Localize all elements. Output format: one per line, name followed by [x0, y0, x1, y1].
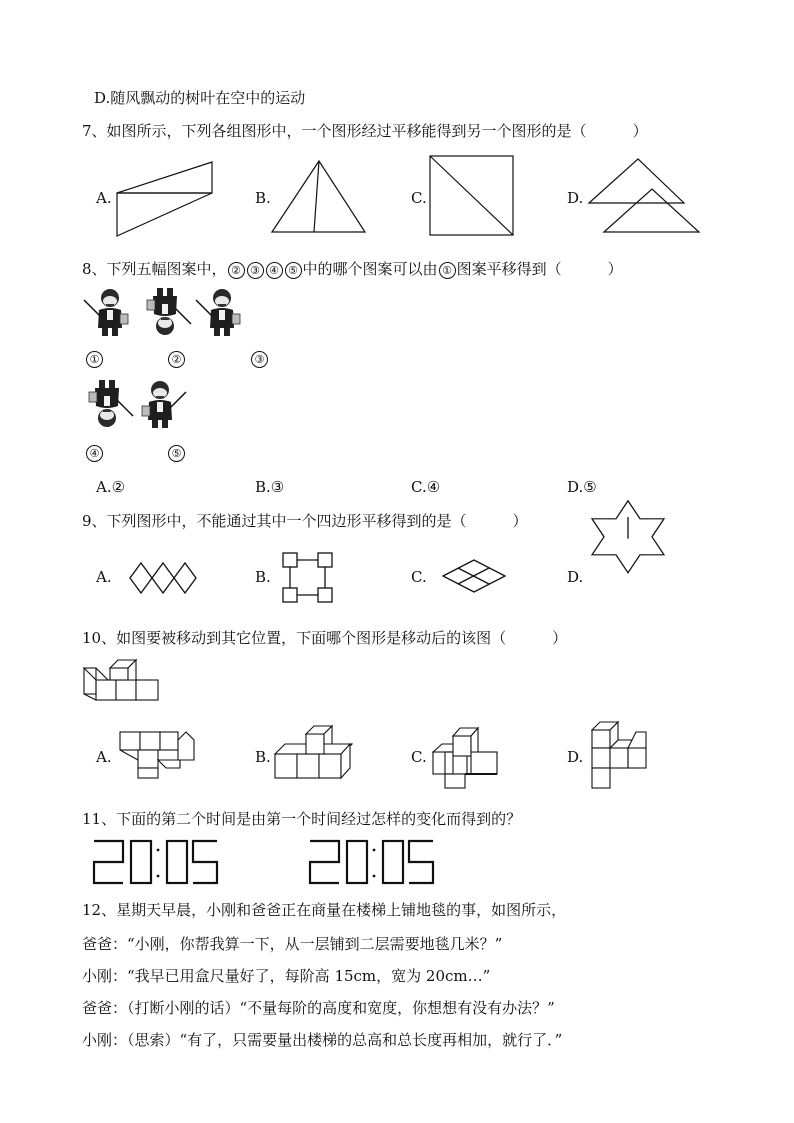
q9-option-c-label: C.	[411, 568, 427, 586]
q8-figure-label-5: ⑤	[168, 445, 185, 462]
q8-option-c[interactable]: C.④	[411, 478, 441, 496]
q10-option-b-label: B.	[255, 748, 271, 766]
q12-stem: 12、星期天早晨，小刚和爸爸正在商量在楼梯上铺地毯的事，如图所示，	[82, 901, 567, 919]
q9-paren-close: ）	[512, 512, 528, 530]
q8-option-b[interactable]: B.③	[255, 478, 285, 496]
q7-paren-close: ）	[632, 122, 648, 140]
q12-dialog-line-2: 小刚：“我早已用盒尺量好了，每阶高 15cm，宽为 20cm…”	[82, 967, 491, 985]
q8-option-a[interactable]: A.②	[96, 478, 126, 496]
q8-circled-4: ④	[266, 262, 283, 279]
q7-option-b-label: B.	[255, 189, 271, 207]
q8-stem-prefix: 8、下列五幅图案中，	[82, 260, 227, 278]
q11-clock-2	[310, 841, 433, 883]
q8-figure-label-3: ③	[251, 351, 268, 368]
q8-stem-mid: 中的哪个图案可以由	[302, 260, 438, 278]
q8-stem-suffix: 图案平移得到（	[456, 260, 562, 278]
q8-circled-2: ②	[228, 262, 245, 279]
q7-option-d-label: D.	[567, 189, 584, 207]
q12-dialog-line-1: 爸爸：“小刚，你帮我算一下，从一层铺到二层需要地毯几米？”	[82, 935, 503, 953]
q6-option-d: D.随风飘动的树叶在空中的运动	[94, 89, 306, 107]
q8-circled-5: ⑤	[285, 262, 302, 279]
q10-paren-close: ）	[552, 629, 568, 647]
q10-option-d-label: D.	[567, 748, 584, 766]
q8-circled-1: ①	[439, 262, 456, 279]
q10-stem-text: 10、如图要被移动到其它位置，下面哪个图形是移动后的该图（	[82, 629, 507, 647]
q9-stem-text: 9、下列图形中，不能通过其中一个四边形平移得到的是（	[82, 512, 467, 530]
q11-stem: 11、下面的第二个时间是由第一个时间经过怎样的变化而得到的？	[82, 810, 522, 828]
q10-option-a-label: A.	[96, 748, 112, 766]
q8-figure-label-4: ④	[86, 445, 103, 462]
q11-clock-1	[94, 841, 217, 883]
q10-option-c-label: C.	[411, 748, 427, 766]
q7-option-c-label: C.	[411, 189, 427, 207]
q8-paren-close: ）	[607, 260, 623, 278]
q8-circled-3: ③	[247, 262, 264, 279]
q9-option-a-label: A.	[96, 568, 112, 586]
q8-option-d[interactable]: D.⑤	[567, 478, 597, 496]
q7-option-a-label: A.	[96, 189, 112, 207]
q8-figure-label-1: ①	[86, 351, 103, 368]
q9-option-d-label: D.	[567, 568, 584, 586]
q9-option-b-label: B.	[255, 568, 271, 586]
q12-dialog-line-3: 爸爸：（打断小刚的话）“不量每阶的高度和宽度，你想想有没有办法？”	[82, 999, 555, 1017]
q8-figure-label-2: ②	[168, 351, 185, 368]
q7-stem-text: 7、如图所示，下列各组图形中，一个图形经过平移能得到另一个图形的是（	[82, 122, 587, 140]
q12-dialog-line-4: 小刚：（思索）“有了，只需要量出楼梯的总高和总长度再相加，就行了．”	[82, 1031, 563, 1049]
